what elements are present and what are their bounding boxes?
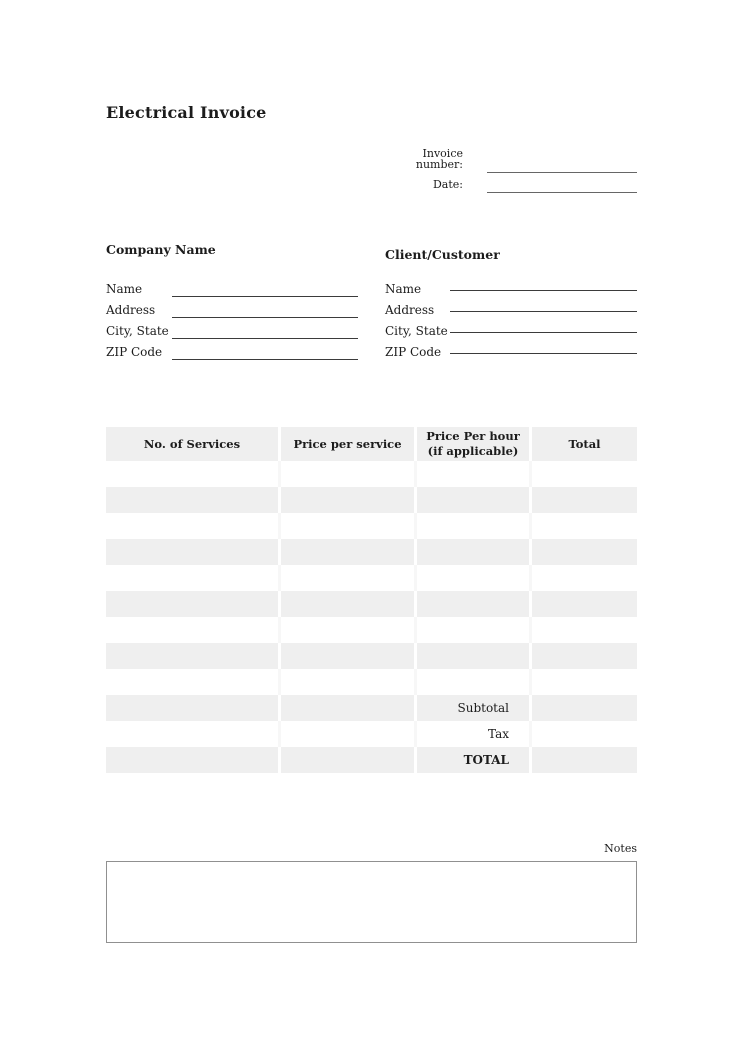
table-cell[interactable] [281, 461, 414, 487]
table-empty-row [106, 591, 637, 617]
client-address-row [385, 297, 637, 318]
table-cell [281, 695, 414, 721]
client-zip-row [385, 339, 637, 360]
table-empty-row [106, 669, 637, 695]
total-value-cell[interactable] [532, 747, 637, 773]
client-zip-label: ZIP Code [385, 345, 442, 359]
table-cell[interactable] [417, 669, 529, 695]
tax-row [106, 721, 637, 747]
company-name-input-line[interactable] [172, 283, 358, 297]
table-cell[interactable] [532, 461, 637, 487]
table-cell[interactable] [281, 617, 414, 643]
table-empty-row [106, 487, 637, 513]
client-zip-input-line[interactable] [450, 344, 637, 354]
table-cell [106, 747, 278, 773]
table-cell[interactable] [106, 669, 278, 695]
client-city-state-input-line[interactable] [450, 323, 637, 333]
table-header-row [106, 427, 637, 461]
services-table [106, 427, 637, 773]
company-address-label: Address [106, 303, 156, 317]
client-name-row [385, 276, 637, 297]
company-city-state-input-line[interactable] [172, 325, 358, 339]
document-title: Electrical Invoice [106, 103, 267, 122]
table-cell[interactable] [532, 565, 637, 591]
table-empty-row [106, 565, 637, 591]
table-cell[interactable] [106, 513, 278, 539]
company-section-heading: Company Name [106, 242, 216, 257]
client-city-state-row [385, 318, 637, 339]
table-cell[interactable] [106, 461, 278, 487]
table-cell[interactable] [281, 643, 414, 669]
table-cell[interactable] [532, 617, 637, 643]
table-cell[interactable] [106, 487, 278, 513]
table-empty-row [106, 617, 637, 643]
client-address-input-line[interactable] [450, 302, 637, 312]
table-cell[interactable] [281, 591, 414, 617]
table-cell [281, 747, 414, 773]
table-cell[interactable] [532, 539, 637, 565]
client-city-state-label: City, State [385, 324, 448, 338]
client-address-label: Address [385, 303, 435, 317]
client-fields [385, 276, 637, 360]
company-name-row [106, 276, 358, 297]
table-cell [281, 721, 414, 747]
table-cell [106, 721, 278, 747]
company-address-input-line[interactable] [172, 304, 358, 318]
table-cell[interactable] [417, 565, 529, 591]
company-city-state-row [106, 318, 358, 339]
company-zip-label: ZIP Code [106, 345, 163, 359]
table-cell[interactable] [417, 513, 529, 539]
table-cell[interactable] [106, 539, 278, 565]
table-empty-row [106, 513, 637, 539]
header-price-per-service: Price per service [281, 427, 414, 461]
company-zip-row [106, 339, 358, 360]
tax-value-cell[interactable] [532, 721, 637, 747]
company-address-row [106, 297, 358, 318]
company-city-state-label: City, State [106, 324, 169, 338]
subtotal-value-cell[interactable] [532, 695, 637, 721]
table-cell[interactable] [106, 643, 278, 669]
table-empty-row [106, 539, 637, 565]
table-cell[interactable] [532, 513, 637, 539]
invoice-number-input-line[interactable] [487, 158, 637, 173]
client-name-input-line[interactable] [450, 281, 637, 291]
date-row [380, 173, 637, 193]
total-row [106, 747, 637, 773]
table-cell[interactable] [106, 565, 278, 591]
invoice-meta [380, 147, 637, 193]
client-name-label: Name [385, 282, 422, 296]
total-label: TOTAL [417, 747, 529, 773]
table-cell[interactable] [417, 461, 529, 487]
table-cell[interactable] [417, 617, 529, 643]
table-cell[interactable] [281, 669, 414, 695]
table-cell[interactable] [106, 617, 278, 643]
table-cell[interactable] [532, 669, 637, 695]
table-cell[interactable] [417, 487, 529, 513]
header-price-per-hour: Price Per hour (if applicable) [417, 427, 529, 461]
date-label: Date: [432, 178, 463, 191]
table-cell[interactable] [281, 513, 414, 539]
table-cell[interactable] [532, 591, 637, 617]
date-input-line[interactable] [487, 178, 637, 193]
company-fields [106, 276, 358, 360]
table-cell[interactable] [106, 591, 278, 617]
table-empty-rows [106, 461, 637, 695]
table-cell[interactable] [417, 539, 529, 565]
table-empty-row [106, 461, 637, 487]
header-no-of-services: No. of Services [106, 427, 278, 461]
subtotal-row [106, 695, 637, 721]
notes-box[interactable] [106, 861, 637, 943]
company-zip-input-line[interactable] [172, 346, 358, 360]
notes-label: Notes [604, 842, 637, 855]
subtotal-label: Subtotal [417, 695, 529, 721]
client-section-heading: Client/Customer [385, 247, 500, 262]
table-cell[interactable] [417, 591, 529, 617]
table-cell[interactable] [532, 643, 637, 669]
invoice-number-row [380, 147, 637, 173]
table-cell[interactable] [281, 565, 414, 591]
table-cell [106, 695, 278, 721]
table-cell[interactable] [281, 487, 414, 513]
table-cell[interactable] [417, 643, 529, 669]
tax-label: Tax [417, 721, 529, 747]
header-total: Total [532, 427, 637, 461]
invoice-number-label: Invoice number: [415, 147, 463, 171]
table-empty-row [106, 643, 637, 669]
table-cell[interactable] [532, 487, 637, 513]
company-name-label: Name [106, 282, 143, 296]
table-cell[interactable] [281, 539, 414, 565]
